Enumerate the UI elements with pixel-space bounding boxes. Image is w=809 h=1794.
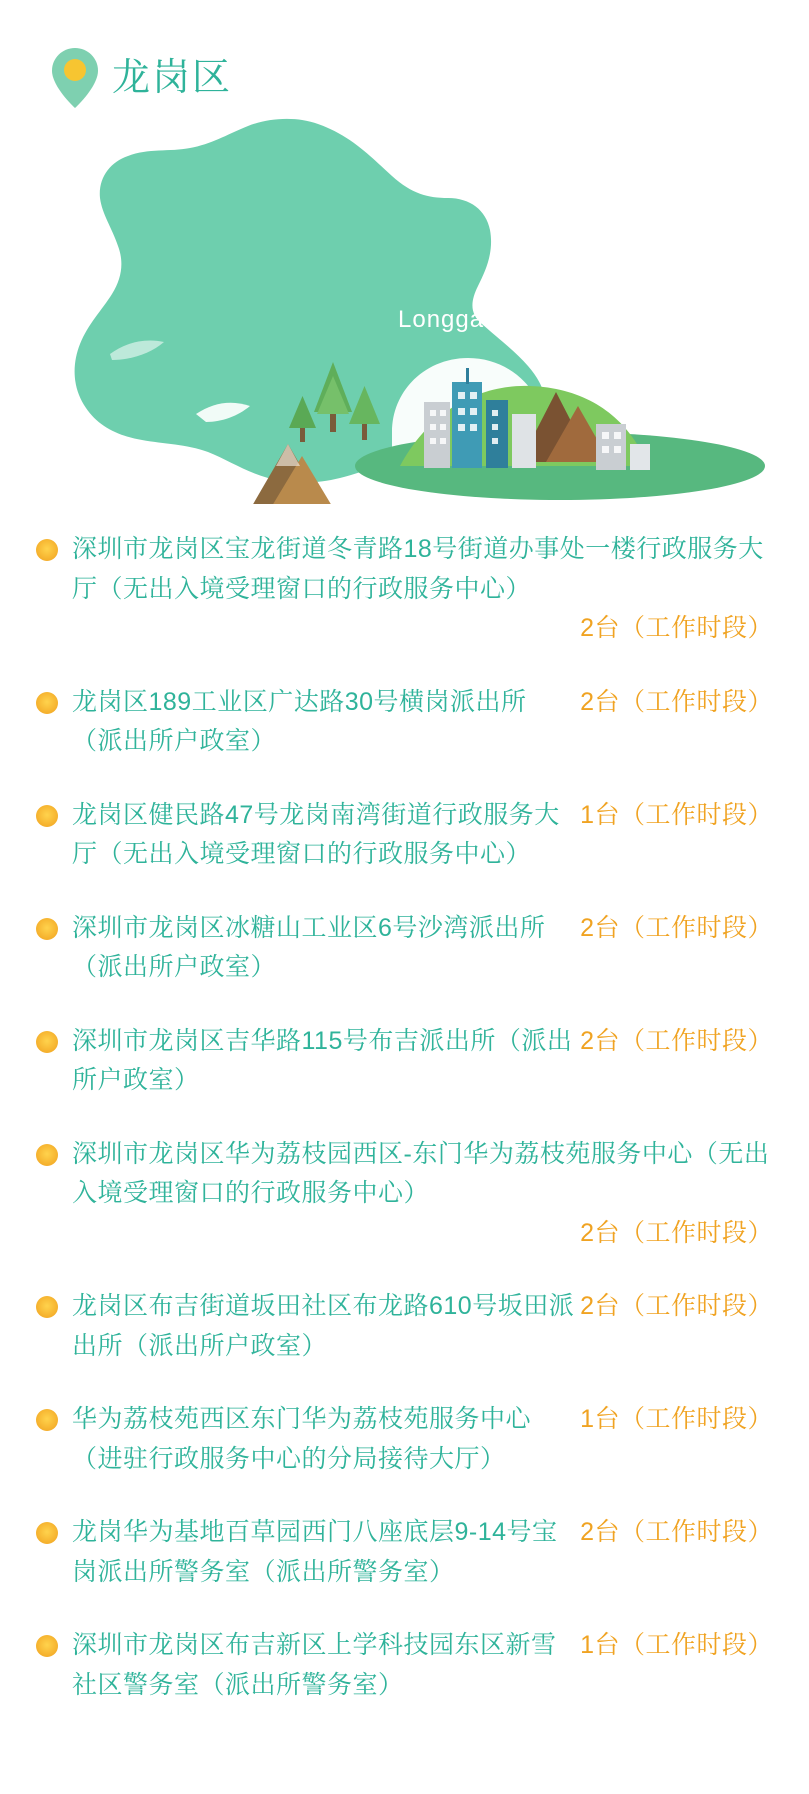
bullet-icon	[36, 1031, 58, 1053]
bullet-icon	[36, 1296, 58, 1318]
bullet-icon	[36, 918, 58, 940]
list-item	[36, 893, 773, 1006]
bullet-icon	[36, 539, 58, 561]
list-item	[36, 667, 773, 780]
list-item-text	[72, 1513, 773, 1592]
location-pin-icon	[52, 48, 98, 108]
device-count: 2台（工作时段）	[580, 1292, 773, 1320]
list-item	[36, 1497, 773, 1610]
bullet-icon	[36, 805, 58, 827]
page-title: 龙岗区	[112, 57, 233, 99]
list-item	[36, 514, 773, 667]
device-count: 2台（工作时段）	[580, 1026, 773, 1055]
device-count: 2台（工作时段）	[580, 913, 773, 942]
device-count: 1台（工作时段）	[580, 800, 773, 829]
longgang-district-map-illustration	[0, 114, 809, 504]
list-item	[36, 1271, 773, 1384]
bullet-icon	[36, 1409, 58, 1431]
list-item	[36, 1006, 773, 1119]
venue-address: 深圳市龙岗区宝龙街道冬青路18号街道办事处一楼行政服务大厅（无出入境受理窗口的行政服务中心）	[72, 535, 764, 603]
device-count: 2台（工作时段）	[580, 614, 773, 642]
venue-address: 龙岗区健民路47号龙岗南湾街道行政服务大厅（无出入境受理窗口的行政服务中心）	[72, 800, 560, 868]
venue-address: 龙岗华为基地百草园西门八座底层9-14号宝岗派出所警务室（派出所警务室）	[72, 1518, 558, 1586]
device-count: 2台（工作时段）	[580, 1518, 773, 1546]
list-item-text	[72, 1400, 773, 1479]
device-count: 1台（工作时段）	[580, 1405, 773, 1433]
list-item-text	[72, 796, 773, 875]
list-item-text	[72, 1287, 773, 1366]
map-label: Longgang	[398, 306, 513, 333]
venue-address: 龙岗区布吉街道坂田社区布龙路610号坂田派出所（派出所户政室）	[72, 1292, 575, 1360]
bullet-icon	[36, 1522, 58, 1544]
list-item-text	[72, 1626, 773, 1705]
venue-address: 华为荔枝苑西区东门华为荔枝苑服务中心（进驻行政服务中心的分局接待大厅）	[72, 1405, 532, 1473]
list-item-text	[72, 1022, 773, 1101]
bullet-icon	[36, 1144, 58, 1166]
venue-list	[0, 504, 809, 1723]
device-count: 1台（工作时段）	[580, 1631, 773, 1659]
device-count: 2台（工作时段）	[580, 1218, 773, 1247]
venue-address: 深圳市龙岗区华为荔枝园西区-东门华为荔枝苑服务中心（无出入境受理窗口的行政服务中心）	[72, 1139, 770, 1207]
list-item	[36, 780, 773, 893]
venue-address: 深圳市龙岗区吉华路115号布吉派出所（派出所户政室）	[72, 1026, 573, 1094]
list-item-text	[72, 1135, 773, 1254]
list-item	[36, 1610, 773, 1723]
list-item-text	[72, 909, 773, 988]
list-item	[36, 1384, 773, 1497]
bullet-icon	[36, 692, 58, 714]
page-header	[0, 0, 809, 108]
device-count: 2台（工作时段）	[580, 687, 773, 716]
venue-address: 龙岗区189工业区广达路30号横岗派出所 （派出所户政室）	[72, 687, 527, 755]
venue-address: 深圳市龙岗区布吉新区上学科技园东区新雪社区警务室（派出所警务室）	[72, 1631, 557, 1699]
list-item-text	[72, 530, 773, 649]
list-item	[36, 1119, 773, 1272]
list-item-text	[72, 683, 773, 762]
bullet-icon	[36, 1635, 58, 1657]
venue-address: 深圳市龙岗区冰糖山工业区6号沙湾派出所（派出所户政室）	[72, 913, 546, 981]
